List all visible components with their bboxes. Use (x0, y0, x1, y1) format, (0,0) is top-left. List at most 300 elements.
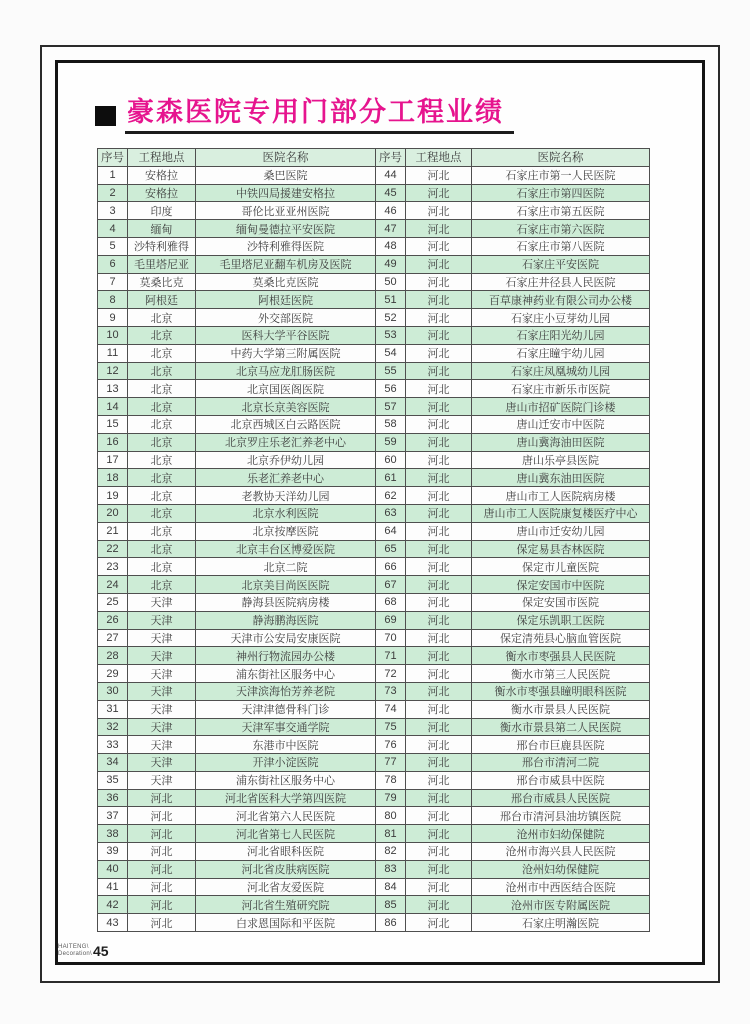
index-cell: 56 (376, 380, 406, 398)
index-cell: 6 (98, 255, 128, 273)
index-cell: 2 (98, 184, 128, 202)
hospital-cell: 石家庄市第一人民医院 (472, 166, 650, 184)
hospital-cell: 河北省皮肤病医院 (196, 860, 376, 878)
location-cell: 河北 (128, 789, 196, 807)
location-cell: 天津 (128, 754, 196, 772)
location-cell: 北京 (128, 558, 196, 576)
index-cell: 82 (376, 843, 406, 861)
location-cell: 河北 (406, 825, 472, 843)
table-row (98, 326, 650, 344)
index-cell: 24 (98, 576, 128, 594)
hospital-cell: 保定安国市中医院 (472, 576, 650, 594)
location-cell: 北京 (128, 398, 196, 416)
hospital-cell: 老教协天洋幼儿园 (196, 487, 376, 505)
index-cell: 85 (376, 896, 406, 914)
location-cell: 河北 (128, 807, 196, 825)
hospital-cell: 保定安国市医院 (472, 593, 650, 611)
index-cell: 39 (98, 843, 128, 861)
table-row (98, 718, 650, 736)
index-cell: 51 (376, 291, 406, 309)
table-row (98, 682, 650, 700)
location-cell: 河北 (128, 914, 196, 932)
location-cell: 河北 (406, 184, 472, 202)
hospital-cell: 沙特利雅得医院 (196, 237, 376, 255)
location-cell: 天津 (128, 665, 196, 683)
index-cell: 15 (98, 415, 128, 433)
location-cell: 河北 (406, 273, 472, 291)
location-cell: 天津 (128, 593, 196, 611)
index-cell: 40 (98, 860, 128, 878)
hospital-cell: 北京西城区白云路医院 (196, 415, 376, 433)
location-cell: 河北 (406, 558, 472, 576)
location-cell: 河北 (406, 433, 472, 451)
hospital-cell: 毛里塔尼亚翻车机房及医院 (196, 255, 376, 273)
index-cell: 49 (376, 255, 406, 273)
location-cell: 河北 (406, 380, 472, 398)
table-row (98, 754, 650, 772)
page-title: 豪森医院专用门部分工程业绩 (125, 98, 514, 134)
hospital-cell: 哥伦比亚亚州医院 (196, 202, 376, 220)
square-bullet-icon (95, 106, 116, 126)
hospital-cell: 河北省第六人民医院 (196, 807, 376, 825)
hospital-cell: 石家庄井径县人民医院 (472, 273, 650, 291)
index-cell: 47 (376, 220, 406, 238)
hospital-cell: 天津市公安局安康医院 (196, 629, 376, 647)
index-cell: 44 (376, 166, 406, 184)
location-cell: 河北 (406, 754, 472, 772)
location-cell: 北京 (128, 380, 196, 398)
header-location: 工程地点 (406, 149, 472, 167)
index-cell: 46 (376, 202, 406, 220)
index-cell: 76 (376, 736, 406, 754)
hospital-cell: 沧州市妇幼保健院 (472, 825, 650, 843)
hospital-cell: 静海县医院病房楼 (196, 593, 376, 611)
table-row (98, 878, 650, 896)
hospital-cell: 沧州妇幼保健院 (472, 860, 650, 878)
index-cell: 12 (98, 362, 128, 380)
index-cell: 13 (98, 380, 128, 398)
index-cell: 43 (98, 914, 128, 932)
hospital-cell: 北京国医阁医院 (196, 380, 376, 398)
table-row (98, 309, 650, 327)
location-cell: 北京 (128, 362, 196, 380)
hospital-cell: 唐山市迁安幼儿园 (472, 522, 650, 540)
hospital-cell: 邢台市清河二院 (472, 754, 650, 772)
hospital-cell: 北京水利医院 (196, 504, 376, 522)
table-row (98, 789, 650, 807)
table-row (98, 611, 650, 629)
index-cell: 55 (376, 362, 406, 380)
index-cell: 1 (98, 166, 128, 184)
location-cell: 河北 (406, 771, 472, 789)
index-cell: 54 (376, 344, 406, 362)
index-cell: 59 (376, 433, 406, 451)
table-row (98, 504, 650, 522)
location-cell: 天津 (128, 682, 196, 700)
index-cell: 53 (376, 326, 406, 344)
index-cell: 68 (376, 593, 406, 611)
hospital-cell: 衡水市景县人民医院 (472, 700, 650, 718)
location-cell: 印度 (128, 202, 196, 220)
hospital-cell: 保定市儿童医院 (472, 558, 650, 576)
location-cell: 河北 (128, 843, 196, 861)
hospital-cell: 开津小淀医院 (196, 754, 376, 772)
index-cell: 18 (98, 469, 128, 487)
hospital-cell: 沧州市医专附属医院 (472, 896, 650, 914)
location-cell: 北京 (128, 326, 196, 344)
hospital-cell: 邢台市威县中医院 (472, 771, 650, 789)
header-hospital: 医院名称 (196, 149, 376, 167)
location-cell: 河北 (406, 682, 472, 700)
location-cell: 河北 (406, 166, 472, 184)
index-cell: 45 (376, 184, 406, 202)
table-row (98, 220, 650, 238)
location-cell: 河北 (406, 611, 472, 629)
hospital-cell: 天津津德骨科门诊 (196, 700, 376, 718)
table-row (98, 700, 650, 718)
location-cell: 北京 (128, 522, 196, 540)
location-cell: 北京 (128, 504, 196, 522)
hospital-cell: 天津军事交通学院 (196, 718, 376, 736)
index-cell: 80 (376, 807, 406, 825)
hospital-cell: 唐山乐亭县医院 (472, 451, 650, 469)
hospital-cell: 北京罗庄乐老汇养老中心 (196, 433, 376, 451)
table-row (98, 166, 650, 184)
hospital-cell: 石家庄瞳宇幼儿园 (472, 344, 650, 362)
location-cell: 河北 (406, 309, 472, 327)
header-hospital: 医院名称 (472, 149, 650, 167)
index-cell: 42 (98, 896, 128, 914)
location-cell: 河北 (406, 593, 472, 611)
projects-table (97, 148, 650, 932)
hospital-cell: 桑巴医院 (196, 166, 376, 184)
table-row (98, 415, 650, 433)
hospital-cell: 石家庄市新乐市医院 (472, 380, 650, 398)
hospital-cell: 衡水市枣强县人民医院 (472, 647, 650, 665)
hospital-cell: 东港市中医院 (196, 736, 376, 754)
table-row (98, 469, 650, 487)
location-cell: 天津 (128, 736, 196, 754)
hospital-cell: 莫桑比克医院 (196, 273, 376, 291)
hospital-cell: 河北省生殖研究院 (196, 896, 376, 914)
index-cell: 79 (376, 789, 406, 807)
table-row (98, 843, 650, 861)
hospital-cell: 石家庄明瀚医院 (472, 914, 650, 932)
table-header-row (98, 149, 650, 167)
location-cell: 河北 (406, 237, 472, 255)
index-cell: 48 (376, 237, 406, 255)
location-cell: 北京 (128, 415, 196, 433)
location-cell: 河北 (128, 860, 196, 878)
index-cell: 74 (376, 700, 406, 718)
hospital-cell: 北京美目尚医医院 (196, 576, 376, 594)
hospital-cell: 石家庄阳光幼儿园 (472, 326, 650, 344)
hospital-cell: 邢台市威县人民医院 (472, 789, 650, 807)
table-row (98, 522, 650, 540)
table-row (98, 771, 650, 789)
location-cell: 天津 (128, 611, 196, 629)
index-cell: 5 (98, 237, 128, 255)
footer (58, 944, 109, 958)
location-cell: 河北 (128, 825, 196, 843)
location-cell: 北京 (128, 309, 196, 327)
hospital-cell: 白求恩国际和平医院 (196, 914, 376, 932)
table-row (98, 593, 650, 611)
hospital-cell: 缅甸曼德拉平安医院 (196, 220, 376, 238)
table-row (98, 433, 650, 451)
location-cell: 河北 (406, 202, 472, 220)
hospital-cell: 医科大学平谷医院 (196, 326, 376, 344)
hospital-cell: 乐老汇养老中心 (196, 469, 376, 487)
location-cell: 河北 (406, 398, 472, 416)
index-cell: 8 (98, 291, 128, 309)
location-cell: 河北 (406, 487, 472, 505)
location-cell: 北京 (128, 433, 196, 451)
hospital-cell: 邢台市巨鹿县医院 (472, 736, 650, 754)
brand-line: HAITENG\ (58, 944, 89, 951)
location-cell: 河北 (406, 220, 472, 238)
hospital-cell: 浦东街社区服务中心 (196, 771, 376, 789)
hospital-cell: 衡水市景县第二人民医院 (472, 718, 650, 736)
hospital-cell: 河北省医科大学第四医院 (196, 789, 376, 807)
hospital-cell: 石家庄市第六医院 (472, 220, 650, 238)
index-cell: 71 (376, 647, 406, 665)
index-cell: 31 (98, 700, 128, 718)
hospital-cell: 静海鹏海医院 (196, 611, 376, 629)
table-row (98, 398, 650, 416)
index-cell: 41 (98, 878, 128, 896)
index-cell: 20 (98, 504, 128, 522)
index-cell: 77 (376, 754, 406, 772)
index-cell: 30 (98, 682, 128, 700)
index-cell: 35 (98, 771, 128, 789)
title-block (95, 98, 514, 134)
index-cell: 81 (376, 825, 406, 843)
index-cell: 25 (98, 593, 128, 611)
index-cell: 27 (98, 629, 128, 647)
location-cell: 沙特利雅得 (128, 237, 196, 255)
hospital-cell: 石家庄市第八医院 (472, 237, 650, 255)
table-row (98, 860, 650, 878)
brand-logo (58, 944, 92, 958)
hospital-cell: 北京二院 (196, 558, 376, 576)
hospital-cell: 石家庄小豆芽幼儿园 (472, 309, 650, 327)
index-cell: 21 (98, 522, 128, 540)
hospital-cell: 石家庄平安医院 (472, 255, 650, 273)
location-cell: 北京 (128, 451, 196, 469)
index-cell: 34 (98, 754, 128, 772)
location-cell: 河北 (406, 914, 472, 932)
index-cell: 4 (98, 220, 128, 238)
hospital-cell: 衡水市枣强县瞳明眼科医院 (472, 682, 650, 700)
location-cell: 河北 (406, 878, 472, 896)
location-cell: 北京 (128, 487, 196, 505)
location-cell: 河北 (406, 647, 472, 665)
location-cell: 河北 (406, 504, 472, 522)
location-cell: 阿根廷 (128, 291, 196, 309)
location-cell: 河北 (128, 878, 196, 896)
index-cell: 72 (376, 665, 406, 683)
index-cell: 29 (98, 665, 128, 683)
index-cell: 61 (376, 469, 406, 487)
hospital-cell: 保定易县杏林医院 (472, 540, 650, 558)
location-cell: 河北 (406, 718, 472, 736)
hospital-cell: 石家庄市第五医院 (472, 202, 650, 220)
hospital-cell: 河北省眼科医院 (196, 843, 376, 861)
location-cell: 天津 (128, 700, 196, 718)
table-row (98, 825, 650, 843)
index-cell: 60 (376, 451, 406, 469)
index-cell: 63 (376, 504, 406, 522)
location-cell: 河北 (406, 451, 472, 469)
index-cell: 52 (376, 309, 406, 327)
location-cell: 河北 (406, 540, 472, 558)
index-cell: 50 (376, 273, 406, 291)
location-cell: 缅甸 (128, 220, 196, 238)
table-row (98, 576, 650, 594)
hospital-cell: 唐山市招矿医院门诊楼 (472, 398, 650, 416)
table-row (98, 273, 650, 291)
index-cell: 86 (376, 914, 406, 932)
brand-line: Decoration\ (58, 951, 92, 958)
table-row (98, 807, 650, 825)
index-cell: 36 (98, 789, 128, 807)
hospital-cell: 石家庄市第四医院 (472, 184, 650, 202)
hospital-cell: 衡水市第三人民医院 (472, 665, 650, 683)
hospital-cell: 唐山市工人医院病房楼 (472, 487, 650, 505)
hospital-cell: 中药大学第三附属医院 (196, 344, 376, 362)
index-cell: 75 (376, 718, 406, 736)
location-cell: 北京 (128, 576, 196, 594)
location-cell: 河北 (406, 860, 472, 878)
table-row (98, 202, 650, 220)
index-cell: 65 (376, 540, 406, 558)
location-cell: 莫桑比克 (128, 273, 196, 291)
location-cell: 河北 (406, 362, 472, 380)
hospital-cell: 河北省友爱医院 (196, 878, 376, 896)
index-cell: 57 (376, 398, 406, 416)
table-row (98, 558, 650, 576)
index-cell: 33 (98, 736, 128, 754)
location-cell: 河北 (406, 700, 472, 718)
index-cell: 7 (98, 273, 128, 291)
table-row (98, 380, 650, 398)
location-cell: 安格拉 (128, 166, 196, 184)
header-index: 序号 (98, 149, 128, 167)
location-cell: 河北 (406, 291, 472, 309)
hospital-cell: 唐山冀东油田医院 (472, 469, 650, 487)
index-cell: 28 (98, 647, 128, 665)
table-row (98, 487, 650, 505)
hospital-cell: 天津滨海怡芳养老院 (196, 682, 376, 700)
location-cell: 北京 (128, 540, 196, 558)
hospital-cell: 北京马应龙肛肠医院 (196, 362, 376, 380)
table-row (98, 665, 650, 683)
location-cell: 河北 (406, 415, 472, 433)
table-row (98, 451, 650, 469)
table-row (98, 914, 650, 932)
location-cell: 河北 (406, 522, 472, 540)
location-cell: 河北 (406, 736, 472, 754)
hospital-cell: 唐山迁安市中医院 (472, 415, 650, 433)
location-cell: 天津 (128, 647, 196, 665)
index-cell: 14 (98, 398, 128, 416)
hospital-cell: 唐山冀海油田医院 (472, 433, 650, 451)
index-cell: 83 (376, 860, 406, 878)
index-cell: 37 (98, 807, 128, 825)
header-location: 工程地点 (128, 149, 196, 167)
index-cell: 67 (376, 576, 406, 594)
location-cell: 天津 (128, 629, 196, 647)
hospital-cell: 北京丰台区博爱医院 (196, 540, 376, 558)
table-row (98, 184, 650, 202)
table-row (98, 896, 650, 914)
location-cell: 河北 (406, 326, 472, 344)
location-cell: 河北 (128, 896, 196, 914)
location-cell: 河北 (406, 843, 472, 861)
hospital-cell: 北京乔伊幼儿园 (196, 451, 376, 469)
index-cell: 70 (376, 629, 406, 647)
location-cell: 河北 (406, 576, 472, 594)
hospital-cell: 沧州市中西医结合医院 (472, 878, 650, 896)
header-index: 序号 (376, 149, 406, 167)
table-row (98, 237, 650, 255)
hospital-cell: 外交部医院 (196, 309, 376, 327)
location-cell: 河北 (406, 896, 472, 914)
table-row (98, 540, 650, 558)
hospital-cell: 浦东街社区服务中心 (196, 665, 376, 683)
hospital-cell: 河北省第七人民医院 (196, 825, 376, 843)
location-cell: 北京 (128, 469, 196, 487)
location-cell: 北京 (128, 344, 196, 362)
index-cell: 19 (98, 487, 128, 505)
hospital-cell: 神州行物流园办公楼 (196, 647, 376, 665)
hospital-cell: 沧州市海兴县人民医院 (472, 843, 650, 861)
location-cell: 河北 (406, 469, 472, 487)
index-cell: 58 (376, 415, 406, 433)
hospital-cell: 保定乐凯职工医院 (472, 611, 650, 629)
index-cell: 26 (98, 611, 128, 629)
index-cell: 64 (376, 522, 406, 540)
location-cell: 毛里塔尼亚 (128, 255, 196, 273)
table-row (98, 736, 650, 754)
hospital-cell: 百草康神药业有限公司办公楼 (472, 291, 650, 309)
table-row (98, 255, 650, 273)
location-cell: 天津 (128, 771, 196, 789)
page-number: 45 (92, 943, 109, 959)
table-row (98, 291, 650, 309)
table-row (98, 647, 650, 665)
index-cell: 9 (98, 309, 128, 327)
index-cell: 16 (98, 433, 128, 451)
index-cell: 78 (376, 771, 406, 789)
hospital-cell: 北京按摩医院 (196, 522, 376, 540)
location-cell: 天津 (128, 718, 196, 736)
hospital-cell: 石家庄凤凰城幼儿园 (472, 362, 650, 380)
hospital-cell: 保定清苑县心脑血管医院 (472, 629, 650, 647)
location-cell: 河北 (406, 344, 472, 362)
hospital-cell: 邢台市清河县油坊镇医院 (472, 807, 650, 825)
index-cell: 10 (98, 326, 128, 344)
index-cell: 84 (376, 878, 406, 896)
index-cell: 62 (376, 487, 406, 505)
projects-table-body (98, 166, 650, 931)
index-cell: 11 (98, 344, 128, 362)
location-cell: 河北 (406, 255, 472, 273)
location-cell: 河北 (406, 807, 472, 825)
index-cell: 22 (98, 540, 128, 558)
index-cell: 69 (376, 611, 406, 629)
